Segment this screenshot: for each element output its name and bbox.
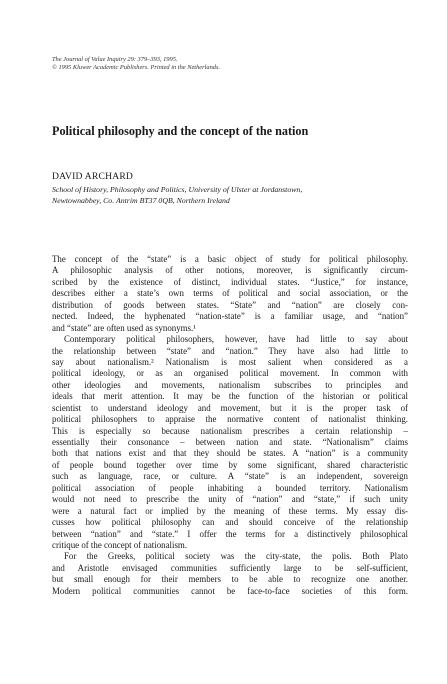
journal-citation: The Journal of Value Inquiry 29: 379–393, 1995.	[52, 56, 178, 63]
body-line: and “state” are often used as synonyms.¹	[52, 322, 196, 333]
body-line: essentially their consonance – between nation and state. “Nationalism” claims	[52, 437, 408, 447]
article-body	[52, 254, 408, 597]
body-line: describes either a state’s own terms of political and social association, or the	[52, 288, 408, 299]
body-line: cusses how political philosophy can and should conceive of the relationship	[52, 517, 408, 528]
body-line: nected. Indeed, the hyphenated “nation-state” is a familiar usage, and “nation”	[52, 311, 408, 322]
body-line: This is especially so because nationalism prescribes a certain relationship –	[52, 425, 408, 436]
body-line: such as language, race, or culture. A “state” is an independent, sovereign	[52, 471, 408, 482]
body-line: say about nationalism.² Nationalism is most salient when considered as a	[52, 356, 408, 367]
author-affiliation	[52, 184, 408, 206]
body-line: the relationship between “state” and “nation.” They have also had little to	[52, 345, 408, 356]
body-line: both that nations exist and that they should be states. A “nation” is a community	[52, 448, 408, 459]
copyright-notice: © 1995 Kluwer Academic Publishers. Printed in the Netherlands.	[52, 64, 221, 72]
running-head	[52, 56, 412, 73]
body-line: distribution of goods between states. “State” and “nation” are closely con-	[52, 299, 408, 310]
body-line: and Aristotle envisaged communities sufficiently large to be self-sufficient,	[52, 562, 408, 573]
body-line: between “nation” and “state.” I offer the terms for a distinctively philosophical	[52, 528, 408, 539]
body-line: were a natural fact or implied by the meaning of these terms. My essay dis-	[52, 505, 408, 516]
body-line: other ideologies and movements, nationalism subscribes to principles and	[52, 379, 408, 390]
author-name: DAVID ARCHARD	[52, 171, 134, 182]
body-line: of people bound together over time by some significant, shared characteristic	[52, 459, 408, 470]
body-line: A philosophic analysis of other notions, moreover, is significantly circum-	[52, 265, 408, 276]
affiliation-line: School of History, Philosophy and Politics, University of Ulster at Jordanstown,	[52, 185, 303, 194]
body-line: critique of the concept of nationalism.	[52, 539, 188, 550]
body-line: political association of people inhabiting a bounded territory. Nationalism	[52, 482, 408, 493]
body-line: Contemporary political philosophers, however, have had little to say about	[64, 334, 408, 345]
body-line: ideals that merit attention. It may be the function of the historian or political	[52, 391, 408, 402]
body-line: would not need to prescribe the unity of “nation” and “state,” if such unity	[52, 494, 408, 505]
body-line: For the Greeks, political society was the city-state, the polis. Both Plato	[64, 551, 408, 562]
body-line: Modern political communities cannot be face-to-face societies of this form.	[52, 585, 408, 596]
body-line: political ideology, or as an organised political movement. In common with	[52, 368, 408, 379]
body-line: but small enough for their members to be able to recognize one another.	[52, 574, 408, 585]
article-title: Political philosophy and the concept of the nation	[52, 124, 309, 138]
body-line: The concept of the “state” is a basic object of study for political philosophy.	[52, 254, 408, 264]
body-line: scribed by the existence of distinct, individual states. “Justice,” for instance,	[52, 276, 408, 287]
affiliation-line: Newtownabbey, Co. Antrim BT37 0QB, Northern Ireland	[52, 196, 230, 205]
body-line: scientist to understand ideology and movement, but it is the proper task of	[52, 402, 408, 413]
body-line: political philosophers to appraise the normative content of nationalist thinking.	[52, 414, 408, 425]
